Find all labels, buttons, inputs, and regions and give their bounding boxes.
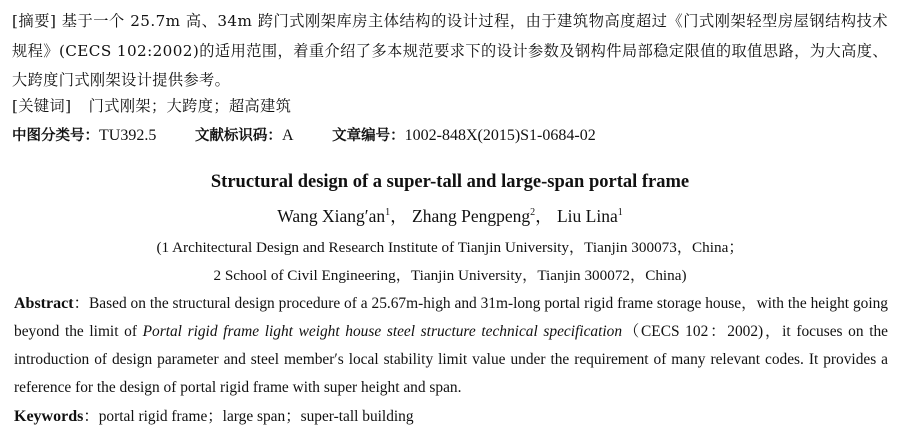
chinese-abstract	[12, 7, 888, 96]
chinese-keywords	[12, 95, 291, 116]
author-name: Zhang Pengpeng	[412, 206, 531, 226]
english-abstract-label: Abstract	[14, 295, 74, 312]
english-abstract	[14, 290, 888, 402]
class-number-value: TU392.5	[99, 127, 157, 144]
english-keywords-text: portal rigid frame；large span；super-tall building	[98, 408, 414, 425]
author-list	[0, 203, 900, 228]
author-affiliation-mark: 1	[617, 207, 623, 218]
article-number-value: 1002-848X(2015)S1-0684-02	[404, 127, 596, 144]
author-separator: ，	[535, 206, 553, 226]
author-affiliation-mark: 2	[530, 207, 536, 218]
chinese-abstract-label: [摘要]	[12, 12, 57, 30]
document-code-value: A	[281, 127, 294, 144]
english-abstract-colon: ：	[73, 295, 90, 312]
english-keywords-label: Keywords	[14, 408, 84, 425]
class-number-label: 中图分类号：	[12, 128, 99, 144]
english-abstract-text-2: （CECS 102：2002)，it focuses on the introduction of design parameter and steel member′s local stability limit value under the requirement of many relevant codes. It provides a reference for the design of portal rigid frame with super height and span.	[14, 323, 888, 396]
author-name: Liu Lina	[556, 206, 618, 226]
chinese-keywords-label: [关键词]	[12, 97, 72, 115]
document-code-label: 文献标识码：	[194, 128, 282, 144]
english-keywords-colon: ：	[83, 408, 99, 425]
affiliation-2: 2 School of Civil Engineering，Tianjin University，Tianjin 300072，China)	[213, 267, 687, 284]
author-separator: ，	[390, 206, 408, 226]
affiliation-1: (1 Architectural Design and Research Institute of Tianjin University，Tianjin 300073，China；	[156, 239, 744, 256]
english-keywords	[14, 404, 414, 426]
author-name: Wang Xiang′an	[277, 206, 386, 226]
classification-line	[12, 124, 630, 145]
english-abstract-spec-title: Portal rigid frame light weight house steel structure technical specification	[142, 323, 623, 340]
author-affiliation-mark: 1	[385, 207, 391, 218]
chinese-abstract-text: 基于一个 25.7m 高、34m 跨门式刚架库房主体结构的设计过程，由于建筑物高度超过《门式刚架轻型房屋钢结构技术规程》(CECS 102:2002)的适用范围，着重介绍了多本规范要求下的设计参数及钢构件局部稳定限值的取值思路，为大高度、大跨度门式刚架设计提供参考。	[12, 12, 888, 89]
english-title: Structural design of a super-tall and large-span portal frame	[210, 172, 690, 192]
chinese-keywords-text: 门式刚架；大跨度；超高建筑	[88, 97, 292, 115]
english-abstract-text-1: Based on the structural design procedure of a 25.67m-high and 31m-long portal rigid frame storage house，with the height going beyond the limit of	[14, 295, 888, 340]
article-number-label: 文章编号：	[332, 128, 405, 144]
